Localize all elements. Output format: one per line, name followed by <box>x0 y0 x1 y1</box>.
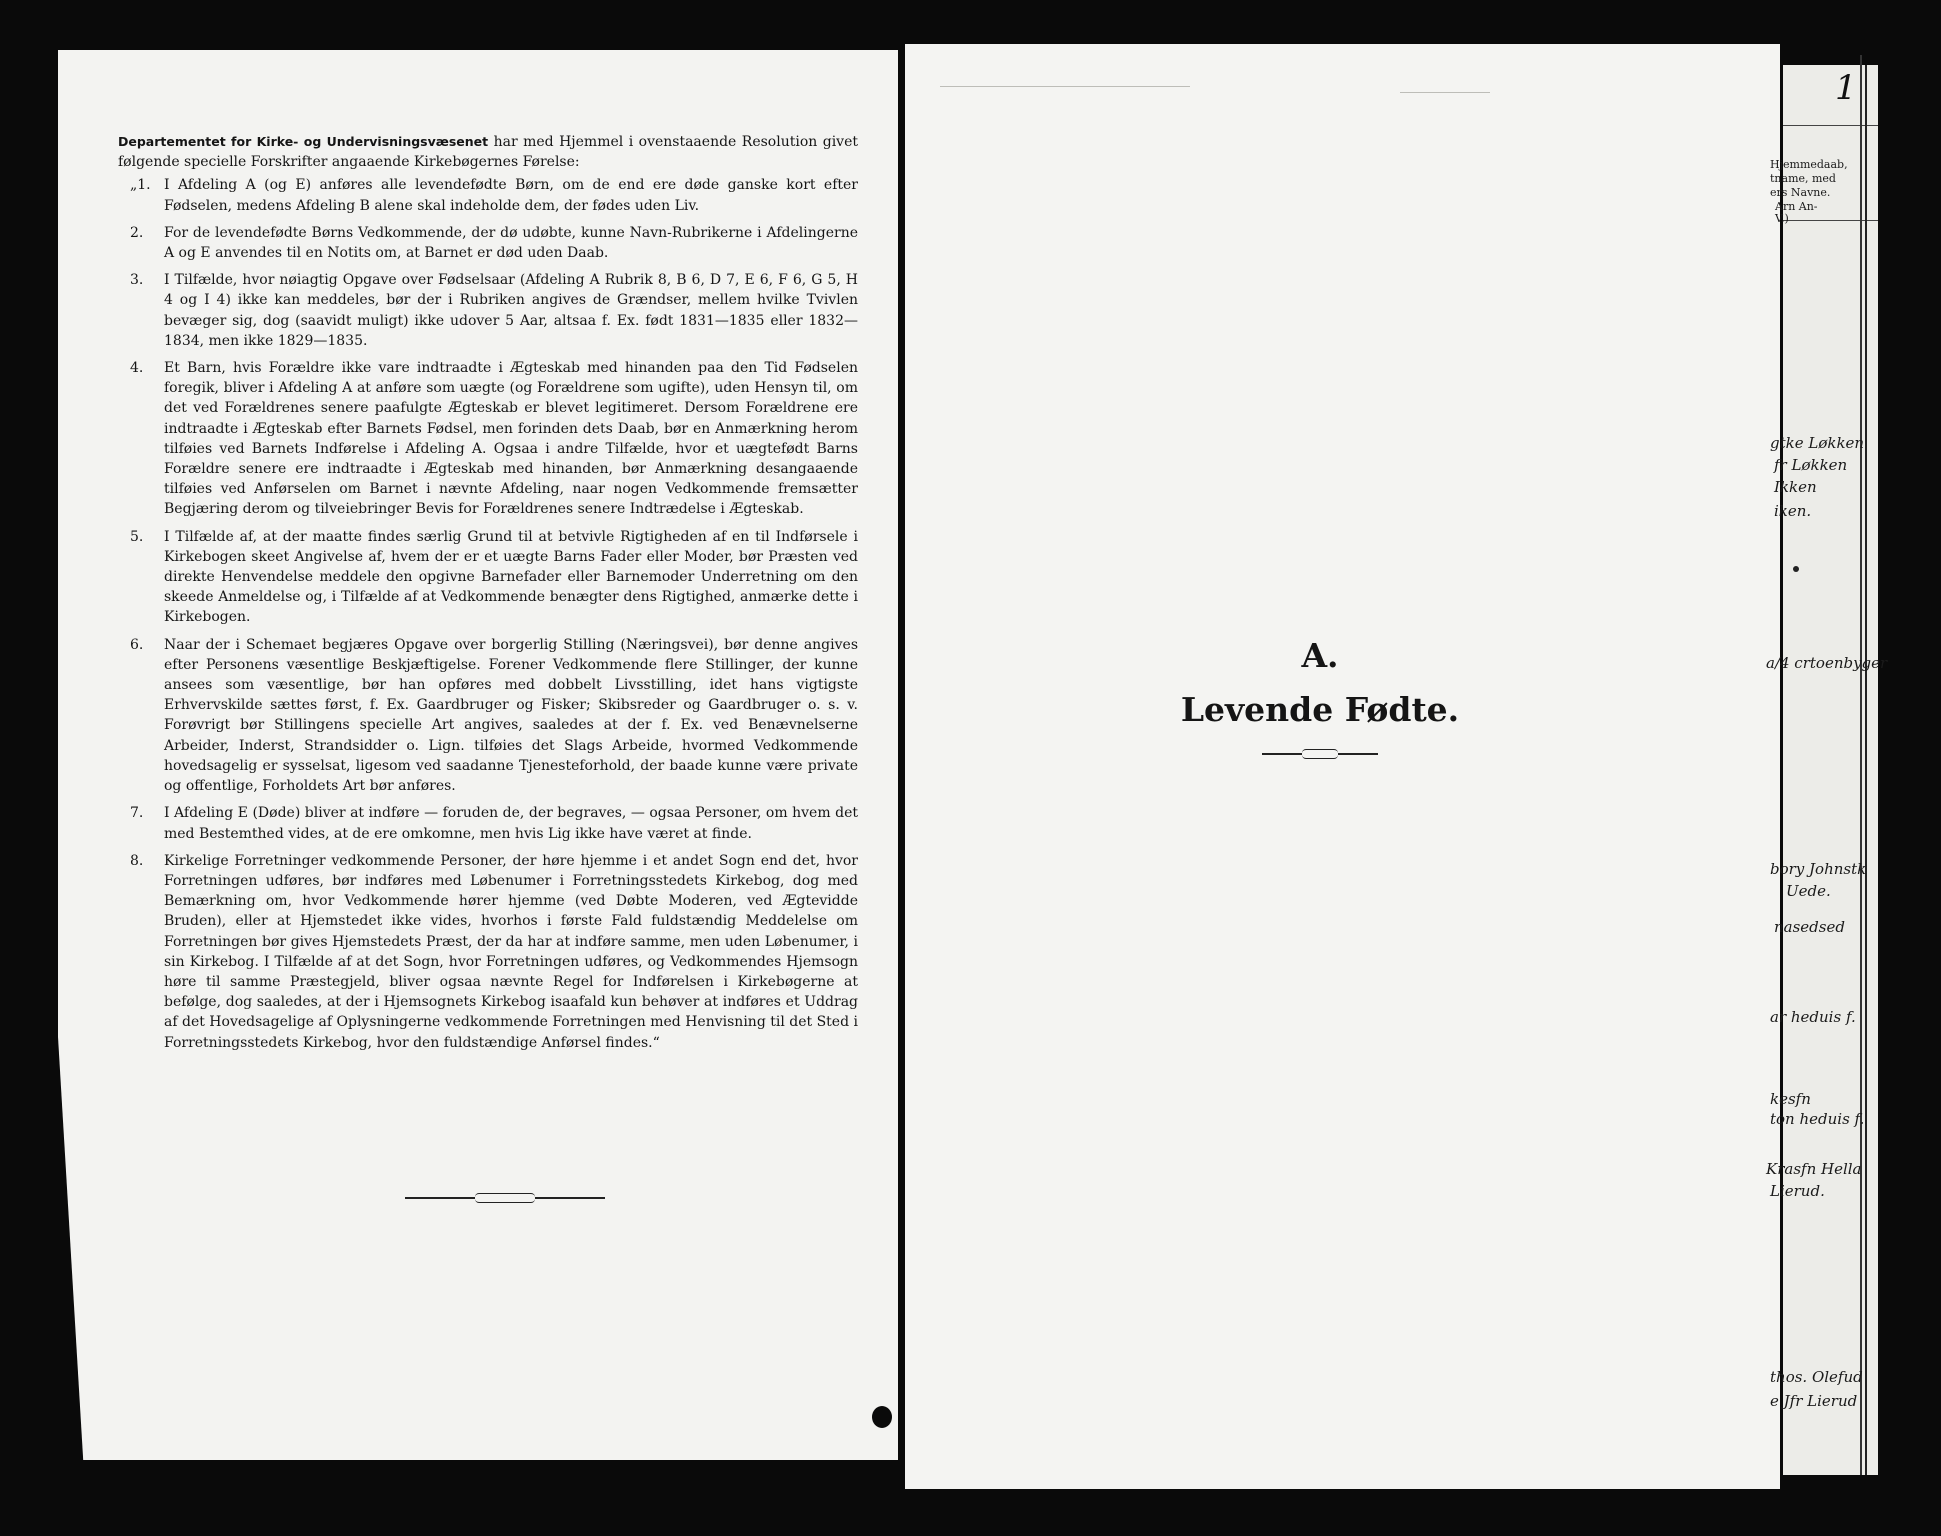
ornament-knot <box>475 1193 535 1203</box>
rule-number: 7. <box>130 805 144 822</box>
handwritten-entry: Lierud. <box>1770 1182 1825 1200</box>
rule-number: „1. <box>130 177 151 194</box>
table-rule <box>1783 125 1878 126</box>
right-divider-ornament <box>1262 748 1378 760</box>
handwritten-entry: nasedsed <box>1774 918 1845 936</box>
handwritten-entry: kesfn <box>1770 1090 1811 1108</box>
handwritten-entry: e Jfr Lierud <box>1770 1392 1858 1410</box>
column-header-line: ers Navne. <box>1770 186 1831 199</box>
rule-number: 5. <box>130 528 144 545</box>
column-header-line: Hjemmedaab, <box>1770 158 1848 171</box>
binding-hole <box>872 1406 892 1428</box>
ornament-knot <box>1302 749 1338 759</box>
rule-text: I Tilfælde af, at der maatte findes særlig Grund til at betvivle Rigtigheden af en til Indførsele i Kirkebogen skeet Angivelse af, hvem der er et uægte Barns Fader eller Moder, bør Præsten ved direkte Henvendelse meddele den opgivne Barnefader eller Barnemoder Underretning om den skeede Anmeldelse og, i Tilfælde af at Vedkommende benægter dens Rigtighed, anmærke dette i Kirkebogen. <box>164 528 858 626</box>
table-column-rule <box>1865 65 1867 1475</box>
ornament-line <box>1338 753 1378 755</box>
rule-text: Naar der i Schemaet begjæres Opgave over borgerlig Stilling (Næringsvei), bør denne angives efter Personens væsentlige Beskjæftigelse. Forener Vedkommende flere Stillinger, der kunne ansees som væsentlige, bør han opføres med dobbelt Livsstilling, idet hans vigtigste Erhvervskilde sættes først, f. Ex. Gaardbruger og Fisker; Skibsreder og Gaardbruger o. s. v. Forøvrigt bør Stillingens specielle Art angives, saaledes at der f. Ex. ved Benævnelserne Arbeider, Inderst, Strandsidder o. Lign. tilføies det Slags Arbeide, hvormed Vedkommende hovedsagelig er sysselsat, ligesom ved saadanne Tjenesteforhold, der baade kunne være private og offentlige, Forholdets Art bør anføres. <box>164 636 858 795</box>
register-sheet-edge <box>1783 65 1878 1475</box>
section-letter: A. <box>1301 636 1339 675</box>
rule-number: 8. <box>130 852 144 869</box>
left-divider-ornament <box>405 1192 605 1204</box>
ornament-line <box>405 1197 475 1199</box>
rule-item <box>118 270 858 351</box>
bleed-through-line <box>1400 92 1490 93</box>
page-edge-line <box>1860 55 1862 1475</box>
right-page <box>905 44 1780 1489</box>
rule-item <box>118 175 858 215</box>
rule-number: 2. <box>130 224 144 241</box>
handwritten-entry: ton heduis f. <box>1770 1110 1865 1128</box>
rule-item <box>118 803 858 843</box>
table-rule <box>1783 220 1878 221</box>
handwritten-entry: ar heduis f. <box>1770 1008 1856 1026</box>
rule-number: 6. <box>130 636 144 653</box>
rule-number: 3. <box>130 272 144 289</box>
handwritten-entry: thos. Olefud <box>1770 1368 1863 1386</box>
rule-number: 4. <box>130 360 144 377</box>
bleed-through-line <box>940 86 1190 87</box>
rule-text: I Afdeling A (og E) anføres alle levendefødte Børn, om de end ere døde ganske kort efter Fødselen, medens Afdeling B alene skal indeholde dem, der fødes uden Liv. <box>164 177 858 214</box>
rule-text: I Tilfælde, hvor nøiagtig Opgave over Fødselsaar (Afdeling A Rubrik 8, B 6, D 7, E 6, F 6, G 5, H 4 og I 4) ikke kan meddeles, bør der i Rubriken angives de Grændser, mellem hvilke Tvivlen bevæger sig, dog (saavidt muligt) ikke udover 5 Aar, altsaa f. Ex. født 1831—1835 eller 1832—1834, men ikke 1829—1835. <box>164 272 858 349</box>
intro-text: har med Hjemmel i ovenstaaende Resolution givet følgende specielle Forskrifter angaaende Kirkebøgernes Førelse: <box>118 134 858 171</box>
rule-text: I Afdeling E (Døde) bliver at indføre — foruden de, der begraves, — ogsaa Personer, om hvem det med Bestemthed vides, at de ere omkomne, men hvis Lig ikke have været at finde. <box>164 805 858 842</box>
regulations-intro <box>118 132 858 172</box>
rule-text: For de levendefødte Børns Vedkommende, der dø udøbte, kunne Navn-Rubrikerne i Afdelingerne A og E anvendes til en Notits om, at Barnet er død uden Daab. <box>164 224 858 262</box>
rule-item <box>118 223 858 263</box>
page-number: 1 <box>1835 68 1857 108</box>
ornament-line <box>1262 753 1302 755</box>
handwritten-entry: gtke Løkken <box>1770 434 1865 452</box>
ink-speck <box>1793 566 1799 572</box>
handwritten-entry: Ikken <box>1774 478 1817 496</box>
rule-item <box>118 527 858 628</box>
handwritten-entry: Uede. <box>1786 882 1831 900</box>
rule-text: Et Barn, hvis Forældre ikke vare indtraadte i Ægteskab med hinanden paa den Tid Fødselen foregik, bliver i Afdeling A at anføre som uægte (og Forældrene som ugifte), uden Hensyn til, om det ved Forældrenes senere paafulgte Ægteskab er blevet legitimeret. Dersom Forældrene ere indtraadte i Ægteskab efter Barnets Fødsel, men forinden dets Daab, bør en Anmærkning herom tilføies ved Barnets Indførelse i Afdeling A. Ogsaa i andre Tilfælde, hvor et uægtefødt Barns Forældre senere ere indtraadte i Ægteskab med hinanden, bør Anmærkning desangaaende tilføies ved Anførselen om Barnet i nævnte Afdeling, naar nogen Vedkommende fremsætter Begjæring derom og tilveiebringer Bevis for Forældrenes senere Indtrædelse i Ægteskab. <box>164 360 858 518</box>
rule-item <box>118 851 858 1053</box>
column-header-line: tname, med <box>1770 172 1836 185</box>
column-header-line: V.) <box>1775 212 1789 225</box>
handwritten-entry: iken. <box>1774 502 1812 520</box>
handwritten-entry: bory Johnstk <box>1770 860 1867 878</box>
column-header-line: Arn An- <box>1775 200 1818 213</box>
handwritten-entry: fr Løkken <box>1774 456 1848 474</box>
regulations-text <box>118 132 858 1060</box>
handwritten-entry: a/4 crtoenbyger <box>1766 654 1888 672</box>
ornament-line <box>535 1197 605 1199</box>
handwritten-entry: Krasfn Hella <box>1766 1160 1862 1178</box>
rule-text: Kirkelige Forretninger vedkommende Personer, der høre hjemme i et andet Sogn end det, hvor Forretningen udføres, bør indføres med Løbenumer i Forretningsstedets Kirkebog, dog med Bemærkning om, hvor Vedkommende hører hjemme (ved Døbte Moderen, ved Ægtevidde Bruden), eller at Hjemstedet ikke vides, hvorhos i første Fald fuldstændig Meddelelse om Forretningen bør gives Hjemstedets Præst, der da har at indføre samme, men uden Løbenumer, i sin Kirkebog. I Tilfælde af at det Sogn, hvor Forretningen udføres, og Vedkommendes Hjemsogn høre til samme Præstegjeld, bliver ogsaa nævnte Regel for Indførelsen i Kirkebøgerne at befølge, dog saaledes, at der i Hjemsognets Kirkebog isaafald kun behøver at indføres et Uddrag af det Hovedsagelige af Oplysningerne vedkommende Forretningen med Henvisning til det Sted i Forretningsstedets Kirkebog, hvor den fuldstændige Anførsel findes.“ <box>164 852 858 1051</box>
intro-heading: Departementet for Kirke- og Undervisningsvæsenet <box>118 134 489 149</box>
rule-item <box>118 635 858 797</box>
section-title: Levende Fødte. <box>1180 690 1460 729</box>
rule-item <box>118 358 858 520</box>
